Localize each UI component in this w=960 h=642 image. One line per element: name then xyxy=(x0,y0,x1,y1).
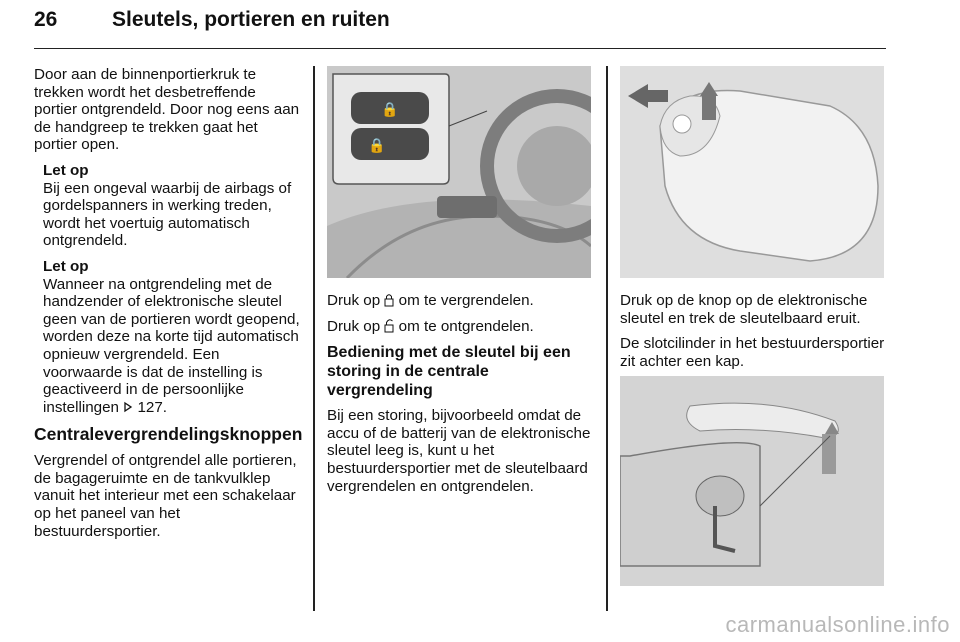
key-instruction: Druk op de knop op de elektronische sleutel en trek de sleutelbaard eruit. xyxy=(620,292,868,327)
note-text: Wanneer na ontgrendeling met de handzender of elektronische sleutel geen van de portieren wordt geopend, worden deze na korte tijd automatisch opnieuw vergrendeld. Een voorwaarde is dat de instelling is geactiveerd in de persoonlijke instellingen xyxy=(43,275,300,416)
door-handle-cylinder-image xyxy=(620,376,884,586)
lock-closed-icon xyxy=(384,292,394,309)
lock-open-icon xyxy=(384,318,394,335)
note-airbag xyxy=(43,162,302,250)
note-title: Let op xyxy=(43,257,89,275)
svg-text:🔒: 🔒 xyxy=(381,102,399,118)
lock-instruction xyxy=(327,292,595,310)
column-divider xyxy=(313,66,315,611)
unlock-instruction-pre: Druk op xyxy=(327,317,381,335)
page-header xyxy=(34,8,886,49)
section-heading: Bediening met de sleutel bij een storing in de centrale vergrendeling xyxy=(327,344,571,400)
lock-instruction-pre: Druk op xyxy=(327,292,381,309)
chapter-title: Sleutels, portieren en ruiten xyxy=(112,8,390,31)
unlock-instruction-post: om te ontgrendelen. xyxy=(398,317,534,335)
watermark: carmanualsonline.info xyxy=(725,612,950,637)
note-relock xyxy=(43,258,302,416)
page-reference[interactable]: 127. xyxy=(137,398,168,416)
unlock-instruction xyxy=(327,318,595,336)
section-paragraph: Vergrendel of ontgrendel alle portieren, de bagageruimte en de tankvulklep vanuit het interieur met een schakelaar op het paneel van het bestuurdersportier. xyxy=(34,452,297,540)
svg-text:🔒: 🔒 xyxy=(368,138,386,154)
column-divider xyxy=(606,66,608,611)
lock-cylinder-note: De slotcilinder in het bestuurdersportier zit achter een kap. xyxy=(620,335,885,370)
note-text: Bij een ongeval waarbij de airbags of gordelspanners in werking treden, wordt het voertuig automatisch ontgrendeld. xyxy=(43,179,292,250)
note-title: Let op xyxy=(43,161,89,179)
door-panel-switch-image xyxy=(327,66,591,278)
intro-paragraph: Door aan de binnenportierkruk te trekken wordt het desbetreffende portier ontgrendeld. Door nog eens aan de handgreep te trekken gaat het portier open. xyxy=(34,66,300,154)
page-number: 26 xyxy=(34,8,58,31)
page-reference-arrow-icon xyxy=(123,399,133,416)
lock-instruction-post: om te vergrendelen. xyxy=(398,292,534,309)
electronic-key-image xyxy=(620,66,884,278)
section-paragraph: Bij een storing, bijvoorbeeld omdat de accu of de batterij van de elektronische sleutel leeg is, kunt u het bestuurdersportier met de sleutelbaard vergrendelen en ontgrendelen. xyxy=(327,407,591,495)
column-3 xyxy=(620,292,888,378)
column-1 xyxy=(34,66,302,548)
column-2 xyxy=(327,292,595,503)
section-heading: Centralevergrendelingsknoppen xyxy=(34,424,303,445)
